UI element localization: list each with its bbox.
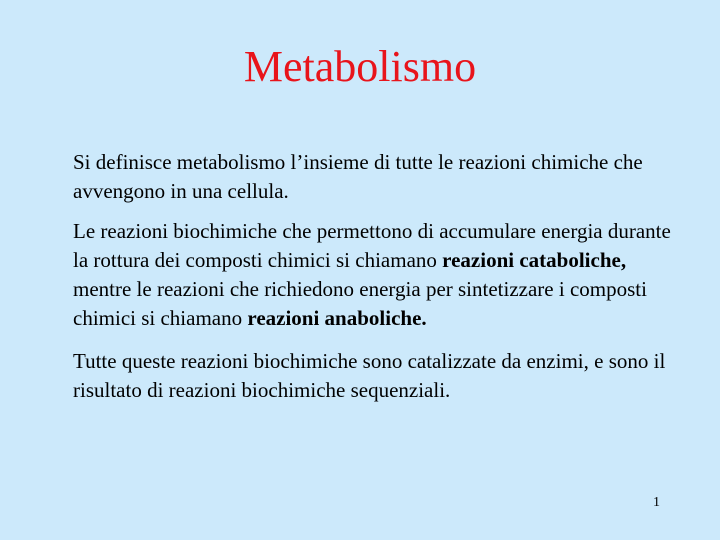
slide-body (73, 148, 683, 416)
slide-title: Metabolismo (243, 42, 477, 91)
paragraph-text: mentre le reazioni che richiedono energia per sintetizzare i composti chimici si chiamano (73, 277, 647, 330)
page-number: 1 (653, 495, 660, 510)
paragraph-catabolic-anabolic (73, 217, 683, 333)
paragraph-definition: Si definisce metabolismo l’insieme di tutte le reazioni chimiche che avvengono in una cellula. (73, 150, 643, 203)
term-catabolic: reazioni cataboliche, (442, 248, 627, 272)
paragraph-enzymes: Tutte queste reazioni biochimiche sono catalizzate da enzimi, e sono il risultato di reazioni biochimiche sequenziali. (73, 349, 666, 402)
paragraph-text: Le reazioni biochimiche che permettono di accumulare energia durante la rottura dei composti chimici si chiamano (73, 219, 671, 272)
term-anabolic: reazioni anaboliche. (247, 306, 427, 330)
